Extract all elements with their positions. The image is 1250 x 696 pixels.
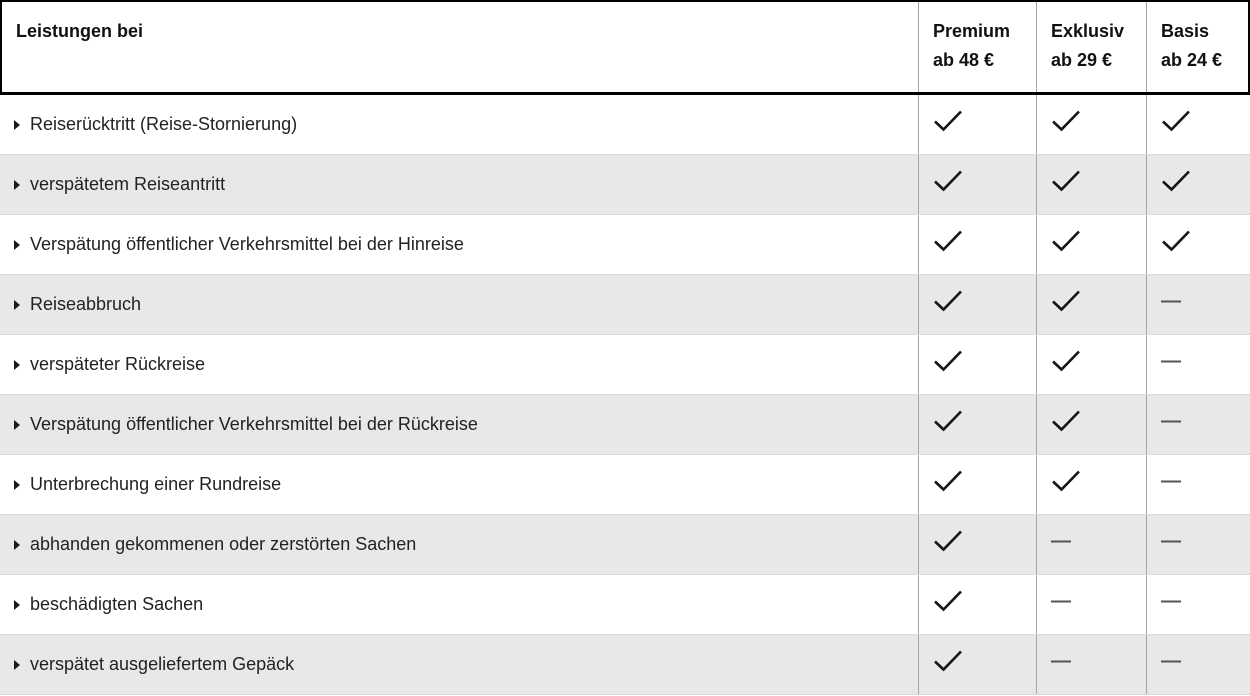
plan-header-basis: [1146, 2, 1248, 92]
dash-icon: —: [1161, 289, 1181, 312]
check-icon: [933, 169, 963, 192]
plan-price: ab 24 €: [1161, 50, 1223, 70]
dash-icon: —: [1161, 529, 1181, 552]
table-row[interactable]: [0, 95, 1250, 155]
chevron-right-icon: [14, 300, 20, 310]
value-cell: [918, 335, 1036, 394]
value-cell: [1036, 515, 1146, 574]
table-row[interactable]: [0, 575, 1250, 635]
dash-icon: —: [1051, 649, 1071, 672]
value-cell: [1146, 275, 1250, 334]
value-cell: [1036, 95, 1146, 154]
chevron-right-icon: [14, 540, 20, 550]
check-icon: [933, 289, 963, 312]
table-row[interactable]: [0, 515, 1250, 575]
check-icon: [933, 529, 963, 552]
row-label-cell[interactable]: [0, 575, 918, 634]
table-row[interactable]: [0, 335, 1250, 395]
header-label: Leistungen bei: [16, 21, 144, 41]
plan-header-premium: [918, 2, 1036, 92]
chevron-right-icon: [14, 660, 20, 670]
table-body: [0, 95, 1250, 695]
table-row[interactable]: [0, 455, 1250, 515]
dash-icon: —: [1161, 409, 1181, 432]
check-icon: [1051, 169, 1081, 192]
value-cell: [918, 455, 1036, 514]
row-label-cell[interactable]: [0, 275, 918, 334]
value-cell: [1036, 455, 1146, 514]
table-header: [0, 0, 1250, 95]
row-label-cell[interactable]: [0, 95, 918, 154]
check-icon: [933, 409, 963, 432]
check-icon: [1051, 229, 1081, 252]
row-label: beschädigten Sachen: [30, 594, 204, 614]
check-icon: [933, 109, 963, 132]
value-cell: [1036, 275, 1146, 334]
value-cell: [1036, 335, 1146, 394]
plan-header-exklusiv: [1036, 2, 1146, 92]
check-icon: [1051, 109, 1081, 132]
dash-icon: —: [1161, 589, 1181, 612]
value-cell: [1146, 335, 1250, 394]
chevron-right-icon: [14, 120, 20, 130]
row-label-cell[interactable]: [0, 395, 918, 454]
check-icon: [1051, 469, 1081, 492]
value-cell: [918, 215, 1036, 274]
plan-price: ab 29 €: [1051, 50, 1113, 70]
value-cell: [918, 395, 1036, 454]
row-label: Verspätung öffentlicher Verkehrsmittel bei der Hinreise: [30, 234, 464, 254]
row-label-cell[interactable]: [0, 635, 918, 694]
chevron-right-icon: [14, 360, 20, 370]
dash-icon: —: [1051, 529, 1071, 552]
row-label: Verspätung öffentlicher Verkehrsmittel bei der Rückreise: [30, 414, 478, 434]
dash-icon: —: [1161, 349, 1181, 372]
value-cell: [918, 275, 1036, 334]
value-cell: [1036, 575, 1146, 634]
row-label: Reiseabbruch: [30, 294, 142, 314]
check-icon: [933, 649, 963, 672]
row-label: abhanden gekommenen oder zerstörten Sachen: [30, 534, 417, 554]
check-icon: [1051, 289, 1081, 312]
check-icon: [1161, 169, 1191, 192]
row-label-cell[interactable]: [0, 155, 918, 214]
value-cell: [1146, 95, 1250, 154]
dash-icon: —: [1051, 589, 1071, 612]
dash-icon: —: [1161, 649, 1181, 672]
table-row[interactable]: [0, 395, 1250, 455]
value-cell: [918, 515, 1036, 574]
check-icon: [1051, 349, 1081, 372]
row-label: Reiserücktritt (Reise-Stornierung): [30, 114, 298, 134]
value-cell: [918, 575, 1036, 634]
row-label: verspätet ausgeliefertem Gepäck: [30, 654, 295, 674]
value-cell: [1146, 215, 1250, 274]
row-label-cell[interactable]: [0, 515, 918, 574]
check-icon: [933, 469, 963, 492]
row-label: verspätetem Reiseantritt: [30, 174, 226, 194]
value-cell: [1146, 155, 1250, 214]
check-icon: [1051, 409, 1081, 432]
chevron-right-icon: [14, 180, 20, 190]
row-label: Unterbrechung einer Rundreise: [30, 474, 282, 494]
check-icon: [1161, 109, 1191, 132]
row-label-cell[interactable]: [0, 215, 918, 274]
chevron-right-icon: [14, 600, 20, 610]
value-cell: [1036, 635, 1146, 694]
chevron-right-icon: [14, 420, 20, 430]
plan-name: Basis: [1161, 21, 1210, 41]
chevron-right-icon: [14, 480, 20, 490]
plan-name: Exklusiv: [1051, 21, 1125, 41]
plan-price: ab 48 €: [933, 50, 995, 70]
value-cell: [1146, 515, 1250, 574]
value-cell: [1146, 455, 1250, 514]
value-cell: [1146, 395, 1250, 454]
row-label: verspäteter Rückreise: [30, 354, 206, 374]
table-row[interactable]: [0, 215, 1250, 275]
value-cell: [1036, 215, 1146, 274]
row-label-cell[interactable]: [0, 335, 918, 394]
value-cell: [1036, 395, 1146, 454]
value-cell: [918, 155, 1036, 214]
check-icon: [933, 229, 963, 252]
value-cell: [1146, 635, 1250, 694]
row-label-cell[interactable]: [0, 455, 918, 514]
value-cell: [1146, 575, 1250, 634]
value-cell: [918, 95, 1036, 154]
table-row[interactable]: [0, 155, 1250, 215]
check-icon: [1161, 229, 1191, 252]
check-icon: [933, 349, 963, 372]
chevron-right-icon: [14, 240, 20, 250]
value-cell: [918, 635, 1036, 694]
dash-icon: —: [1161, 469, 1181, 492]
table-row[interactable]: [0, 635, 1250, 695]
table-row[interactable]: [0, 275, 1250, 335]
value-cell: [1036, 155, 1146, 214]
check-icon: [933, 589, 963, 612]
plan-name: Premium: [933, 21, 1011, 41]
